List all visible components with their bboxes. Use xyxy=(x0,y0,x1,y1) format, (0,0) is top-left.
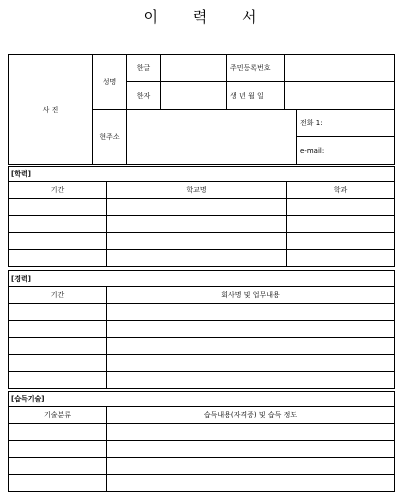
education-header-period: 기간 xyxy=(9,182,107,199)
career-cell[interactable] xyxy=(107,304,395,321)
name-label: 성명 xyxy=(93,55,127,110)
email-label: e-mail: xyxy=(300,146,325,155)
skills-cell[interactable] xyxy=(107,458,395,475)
birth-label: 생 년 월 일 xyxy=(227,82,285,110)
personal-info-table xyxy=(8,54,395,165)
photo-label: 사 진 xyxy=(42,105,59,114)
photo-cell[interactable] xyxy=(9,55,93,165)
table-row xyxy=(9,216,395,233)
address-label: 현주소 xyxy=(93,110,127,165)
birth-field[interactable] xyxy=(285,82,395,110)
phone-field[interactable] xyxy=(297,110,395,137)
skills-cell[interactable] xyxy=(9,475,107,492)
table-row xyxy=(9,321,395,338)
phone-label: 전화 1: xyxy=(300,119,323,127)
education-cell[interactable] xyxy=(287,216,395,233)
career-cell[interactable] xyxy=(107,355,395,372)
table-row xyxy=(9,338,395,355)
education-cell[interactable] xyxy=(107,199,287,216)
hanja-label: 한자 xyxy=(127,82,161,110)
education-cell[interactable] xyxy=(9,199,107,216)
table-row xyxy=(9,372,395,389)
education-table xyxy=(8,166,395,267)
address-field[interactable] xyxy=(127,110,297,165)
education-cell[interactable] xyxy=(287,233,395,250)
education-cell[interactable] xyxy=(287,199,395,216)
career-table xyxy=(8,270,395,389)
skills-table xyxy=(8,391,395,492)
skills-cell[interactable] xyxy=(107,424,395,441)
career-cell[interactable] xyxy=(9,355,107,372)
rrn-label: 주민등록번호 xyxy=(227,55,285,82)
table-row xyxy=(9,441,395,458)
education-cell[interactable] xyxy=(9,216,107,233)
table-row xyxy=(9,304,395,321)
skills-cell[interactable] xyxy=(9,458,107,475)
table-row xyxy=(9,424,395,441)
table-row xyxy=(9,250,395,267)
career-section-label: [경력] xyxy=(9,271,395,287)
hanja-name-field[interactable] xyxy=(161,82,227,110)
table-row xyxy=(9,199,395,216)
skills-header-content: 습득내용(자격증) 및 습득 정도 xyxy=(107,407,395,424)
career-header-company: 회사명 및 업무내용 xyxy=(107,287,395,304)
education-cell[interactable] xyxy=(107,216,287,233)
career-cell[interactable] xyxy=(9,321,107,338)
rrn-field[interactable] xyxy=(285,55,395,82)
table-row xyxy=(9,355,395,372)
skills-cell[interactable] xyxy=(107,475,395,492)
email-field[interactable] xyxy=(297,137,395,165)
document-title: 이 력 서 xyxy=(143,8,272,26)
hangul-name-field[interactable] xyxy=(161,55,227,82)
education-cell[interactable] xyxy=(287,250,395,267)
education-header-major: 학과 xyxy=(287,182,395,199)
table-row xyxy=(9,475,395,492)
table-row xyxy=(9,233,395,250)
education-cell[interactable] xyxy=(9,233,107,250)
career-cell[interactable] xyxy=(9,338,107,355)
career-cell[interactable] xyxy=(107,338,395,355)
education-cell[interactable] xyxy=(107,250,287,267)
skills-cell[interactable] xyxy=(107,441,395,458)
table-row xyxy=(9,458,395,475)
skills-section-label: [습득기술] xyxy=(9,392,395,407)
career-cell[interactable] xyxy=(9,304,107,321)
education-header-school: 학교명 xyxy=(107,182,287,199)
career-cell[interactable] xyxy=(107,372,395,389)
skills-cell[interactable] xyxy=(9,441,107,458)
education-cell[interactable] xyxy=(107,233,287,250)
skills-header-category: 기술분류 xyxy=(9,407,107,424)
education-section-label: [학력] xyxy=(9,167,395,182)
career-header-period: 기간 xyxy=(9,287,107,304)
education-cell[interactable] xyxy=(9,250,107,267)
career-cell[interactable] xyxy=(107,321,395,338)
career-cell[interactable] xyxy=(9,372,107,389)
hangul-label: 한글 xyxy=(127,55,161,82)
skills-cell[interactable] xyxy=(9,424,107,441)
